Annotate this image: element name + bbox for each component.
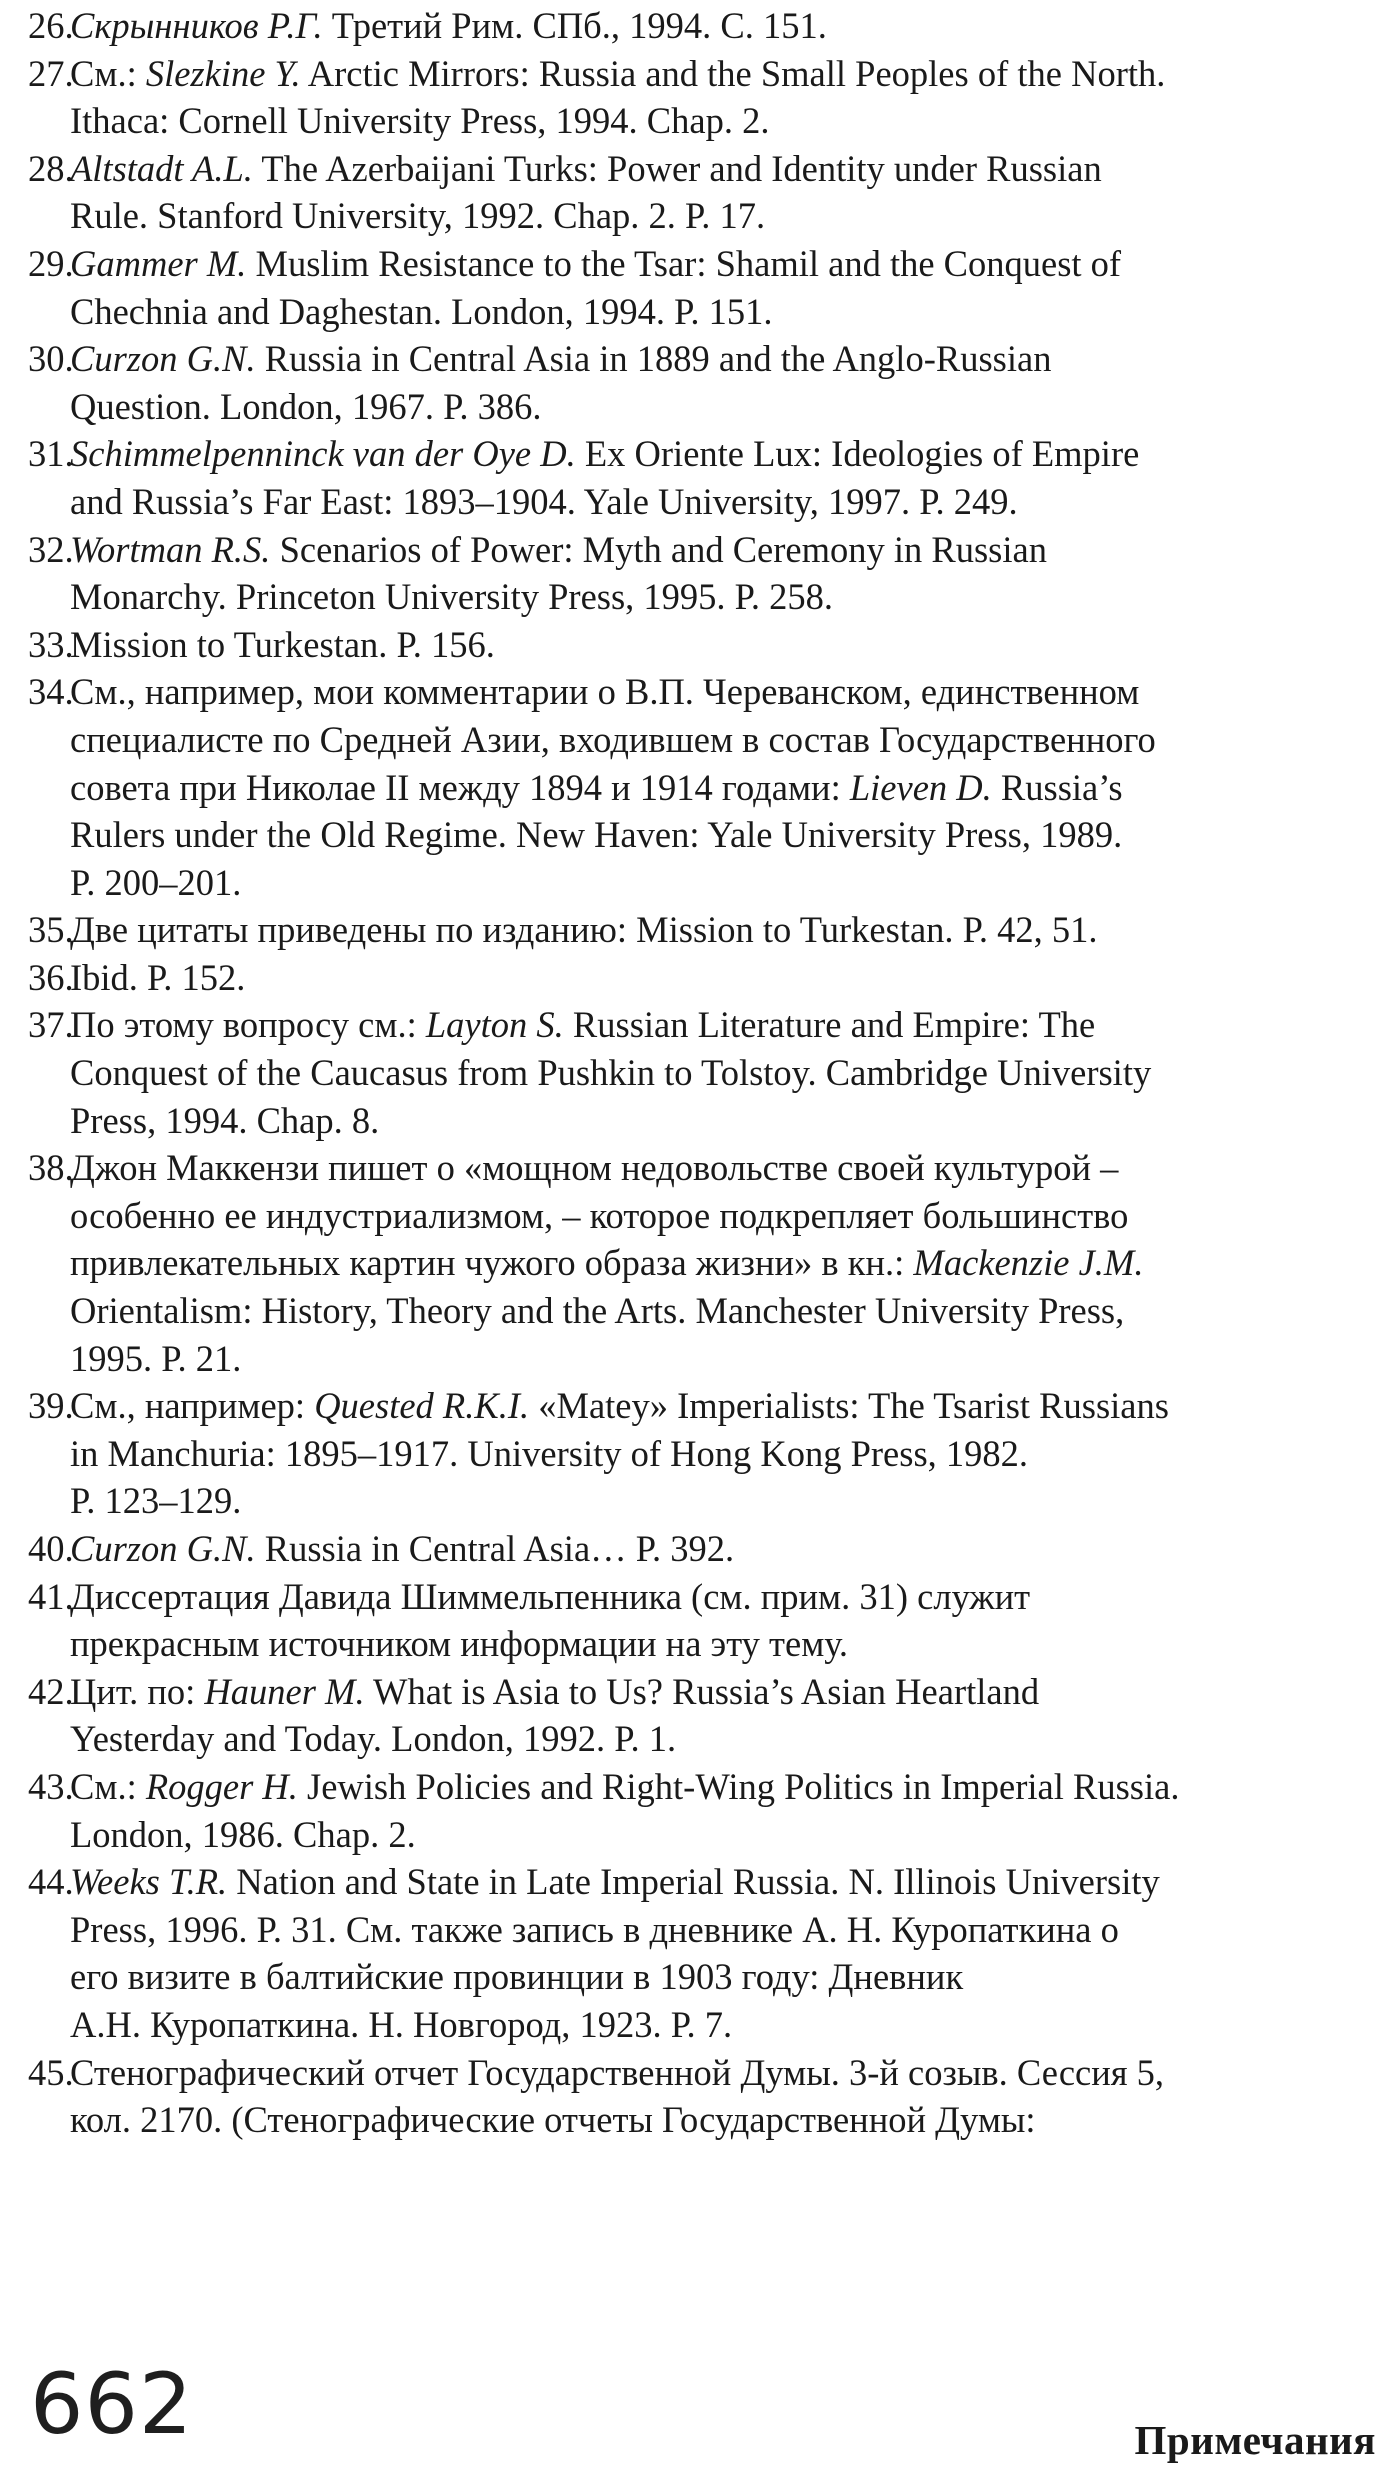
endnote	[28, 1763, 1380, 1858]
endnote-line	[70, 1477, 1380, 1525]
endnote-number: 36.	[28, 956, 74, 998]
citation-text: Arctic Mirrors: Russia and the Small Peoples of the North.	[300, 52, 1166, 94]
endnote	[28, 906, 1380, 954]
endnote-line	[70, 97, 1380, 145]
endnote	[28, 335, 1380, 430]
author-name: Mackenzie J.M.	[913, 1242, 1144, 1284]
endnote	[28, 430, 1380, 525]
endnote-line	[70, 1811, 1380, 1859]
citation-text: Chechnia and Daghestan. London, 1994. P. 151.	[70, 290, 773, 332]
citation-text: Ibid. P. 152.	[70, 956, 246, 998]
endnote-number: 40.	[28, 1528, 74, 1569]
endnote-line	[70, 1953, 1380, 2001]
endnote-line	[70, 2001, 1380, 2049]
endnote-number: 26.	[28, 5, 74, 46]
endnote-line	[70, 240, 1380, 288]
endnote-number: 41.	[28, 1575, 74, 1617]
citation-text: Ithaca: Cornell University Press, 1994. Chap. 2.	[70, 100, 770, 142]
author-name: Schimmelpenninck van der Oye D.	[70, 433, 576, 475]
citation-text: 1995. P. 21.	[70, 1337, 242, 1379]
citation-text: Orientalism: History, Theory and the Arts. Manchester University Press,	[70, 1290, 1125, 1332]
endnote-line	[70, 1382, 1380, 1430]
citation-text: его визите в балтийские провинции в 1903 году: Дневник	[70, 1956, 964, 1998]
author-name: Weeks T.R.	[70, 1861, 228, 1903]
endnote-number: 39.	[28, 1385, 74, 1427]
endnote	[28, 526, 1380, 621]
citation-text: По этому вопросу см.:	[70, 1004, 426, 1046]
citation-text: in Manchuria: 1895–1917. University of Hong Kong Press, 1982.	[70, 1432, 1029, 1474]
page-number: 662	[30, 2355, 194, 2453]
citation-text: Диссертация Давида Шиммельпенника (см. прим. 31) служит	[70, 1575, 1031, 1617]
endnote-number: 44.	[28, 1861, 74, 1903]
citation-text: Press, 1994. Chap. 8.	[70, 1099, 380, 1141]
endnote	[28, 1858, 1380, 2048]
endnote	[28, 145, 1380, 240]
endnote-line	[70, 621, 1380, 669]
endnote-line	[70, 573, 1380, 621]
citation-text: См., например:	[70, 1385, 315, 1427]
citation-text: «Matey» Imperialists: The Tsarist Russians	[529, 1385, 1169, 1427]
endnote-line	[70, 1668, 1380, 1716]
citation-text: Джон Маккензи пишет о «мощном недовольстве своей культурой –	[70, 1147, 1119, 1189]
endnote-number: 33.	[28, 623, 74, 665]
citation-text: Scenarios of Power: Myth and Ceremony in Russian	[270, 528, 1047, 570]
citation-text: Conquest of the Caucasus from Pushkin to Tolstoy. Cambridge University	[70, 1052, 1152, 1094]
endnote-line	[70, 478, 1380, 526]
endnote	[28, 2049, 1380, 2144]
citation-text: Question. London, 1967. P. 386.	[70, 385, 542, 427]
endnote-line	[70, 1715, 1380, 1763]
endnote	[28, 1573, 1380, 1668]
endnote-line	[70, 764, 1380, 812]
endnote-line	[70, 1144, 1380, 1192]
endnote-line	[70, 383, 1380, 431]
endnote-line	[70, 2, 1380, 50]
endnote-line	[70, 1525, 1380, 1573]
endnote-line	[70, 335, 1380, 383]
endnote-line	[70, 954, 1380, 1002]
endnote-line	[70, 1239, 1380, 1287]
endnote-line	[70, 2096, 1380, 2144]
endnote-line	[70, 50, 1380, 98]
citation-text: Nation and State in Late Imperial Russia. N. Illinois University	[227, 1861, 1160, 1903]
endnote	[28, 2, 1380, 50]
endnote-number: 31.	[28, 433, 74, 475]
endnote-line	[70, 526, 1380, 574]
endnote-line	[70, 668, 1380, 716]
endnote-line	[70, 1906, 1380, 1954]
endnote	[28, 1001, 1380, 1144]
citation-text: прекрасным источником информации на эту тему.	[70, 1623, 849, 1665]
citation-text: Третий Рим. СПб., 1994. С. 151.	[322, 5, 827, 46]
endnote-line	[70, 1620, 1380, 1668]
endnote-number: 32.	[28, 528, 74, 570]
citation-text: А.Н. Куропаткина. Н. Новгород, 1923. Р. 7.	[70, 2003, 733, 2045]
author-name: Gammer M.	[70, 242, 247, 284]
citation-text: Russia’s	[991, 766, 1123, 808]
endnote-line	[70, 1763, 1380, 1811]
endnote-line	[70, 430, 1380, 478]
citation-text: Mission to Turkestan. P. 156.	[70, 623, 495, 665]
citation-text: Rule. Stanford University, 1992. Chap. 2. P. 17.	[70, 195, 766, 237]
endnote-number: 42.	[28, 1670, 74, 1712]
endnote	[28, 1382, 1380, 1525]
citation-text: кол. 2170. (Стенографические отчеты Государственной Думы:	[70, 2099, 1036, 2141]
citation-text: Russia in Central Asia… P. 392.	[255, 1528, 735, 1569]
author-name: Quested R.K.I.	[314, 1385, 530, 1427]
endnote-line	[70, 2049, 1380, 2097]
endnotes-list	[28, 2, 1380, 2144]
endnote-line	[70, 859, 1380, 907]
endnote	[28, 668, 1380, 906]
endnote	[28, 1668, 1380, 1763]
citation-text: The Azerbaijani Turks: Power and Identity under Russian	[252, 147, 1102, 189]
endnote-line	[70, 1097, 1380, 1145]
endnote-line	[70, 811, 1380, 859]
endnote-number: 43.	[28, 1765, 74, 1807]
author-name: Скрынников Р.Г.	[70, 5, 323, 46]
endnote-line	[70, 1001, 1380, 1049]
endnote-line	[70, 192, 1380, 240]
citation-text: Yesterday and Today. London, 1992. P. 1.	[70, 1718, 677, 1760]
citation-text: специалисте по Средней Азии, входившем в состав Государственного	[70, 718, 1156, 760]
endnote-line	[70, 1192, 1380, 1240]
citation-text: Russia in Central Asia in 1889 and the Anglo-Russian	[255, 338, 1052, 380]
author-name: Rogger H.	[145, 1765, 298, 1807]
endnote-number: 34.	[28, 671, 74, 713]
endnote-line	[70, 1049, 1380, 1097]
author-name: Wortman R.S.	[70, 528, 271, 570]
endnote-number: 28.	[28, 147, 74, 189]
citation-text: См.:	[70, 52, 146, 94]
endnote-number: 27.	[28, 52, 74, 94]
citation-text: особенно ее индустриализмом, – которое подкрепляет большинство	[70, 1194, 1129, 1236]
citation-text: London, 1986. Chap. 2.	[70, 1813, 416, 1855]
endnote	[28, 954, 1380, 1002]
endnote-number: 30.	[28, 338, 74, 380]
citation-text: Russian Literature and Empire: The	[563, 1004, 1096, 1046]
endnote-line	[70, 1858, 1380, 1906]
endnote-line	[70, 906, 1380, 954]
endnote-number: 38.	[28, 1147, 74, 1189]
running-footer-section-title: Примечания	[1134, 2417, 1376, 2463]
endnote-line	[70, 288, 1380, 336]
author-name: Lieven D.	[849, 766, 992, 808]
endnote	[28, 50, 1380, 145]
endnote-line	[70, 145, 1380, 193]
endnote-number: 29.	[28, 242, 74, 284]
citation-text: совета при Николае II между 1894 и 1914 годами:	[70, 766, 850, 808]
endnote	[28, 1144, 1380, 1382]
citation-text: P. 123–129.	[70, 1480, 242, 1522]
citation-text: What is Asia to Us? Russia’s Asian Heartland	[364, 1670, 1040, 1712]
citation-text: Цит. по:	[70, 1670, 205, 1712]
citation-text: and Russia’s Far East: 1893–1904. Yale University, 1997. P. 249.	[70, 480, 1018, 522]
citation-text: Press, 1996. P. 31. См. также запись в дневнике А. Н. Куропаткина о	[70, 1908, 1119, 1950]
endnote	[28, 1525, 1380, 1573]
citation-text: Muslim Resistance to the Tsar: Shamil and the Conquest of	[246, 242, 1122, 284]
author-name: Slezkine Y.	[145, 52, 301, 94]
author-name: Hauner M.	[204, 1670, 365, 1712]
endnote-line	[70, 1287, 1380, 1335]
citation-text: P. 200–201.	[70, 861, 242, 903]
citation-text: Jewish Policies and Right-Wing Politics in Imperial Russia.	[297, 1765, 1180, 1807]
citation-text: Две цитаты приведены по изданию: Mission to Turkestan. P. 42, 51.	[70, 909, 1098, 951]
endnote	[28, 240, 1380, 335]
author-name: Layton S.	[425, 1004, 564, 1046]
citation-text: привлекательных картин чужого образа жизни» в кн.:	[70, 1242, 914, 1284]
citation-text: См., например, мои комментарии о В.П. Череванском, единственном	[70, 671, 1140, 713]
author-name: Curzon G.N.	[70, 1528, 256, 1569]
endnote-number: 37.	[28, 1004, 74, 1046]
citation-text: Monarchy. Princeton University Press, 1995. P. 258.	[70, 576, 834, 618]
endnote-line	[70, 1573, 1380, 1621]
author-name: Curzon G.N.	[70, 338, 256, 380]
citation-text: Ex Oriente Lux: Ideologies of Empire	[575, 433, 1140, 475]
endnote	[28, 621, 1380, 669]
endnote-line	[70, 1335, 1380, 1383]
endnote-line	[70, 716, 1380, 764]
citation-text: Стенографический отчет Государственной Думы. 3-й созыв. Сессия 5,	[70, 2051, 1165, 2093]
citation-text: Rulers under the Old Regime. New Haven: Yale University Press, 1989.	[70, 814, 1123, 856]
endnote-line	[70, 1430, 1380, 1478]
endnote-number: 45.	[28, 2051, 74, 2093]
author-name: Altstadt A.L.	[70, 147, 253, 189]
citation-text: См.:	[70, 1765, 146, 1807]
endnote-number: 35.	[28, 909, 74, 951]
